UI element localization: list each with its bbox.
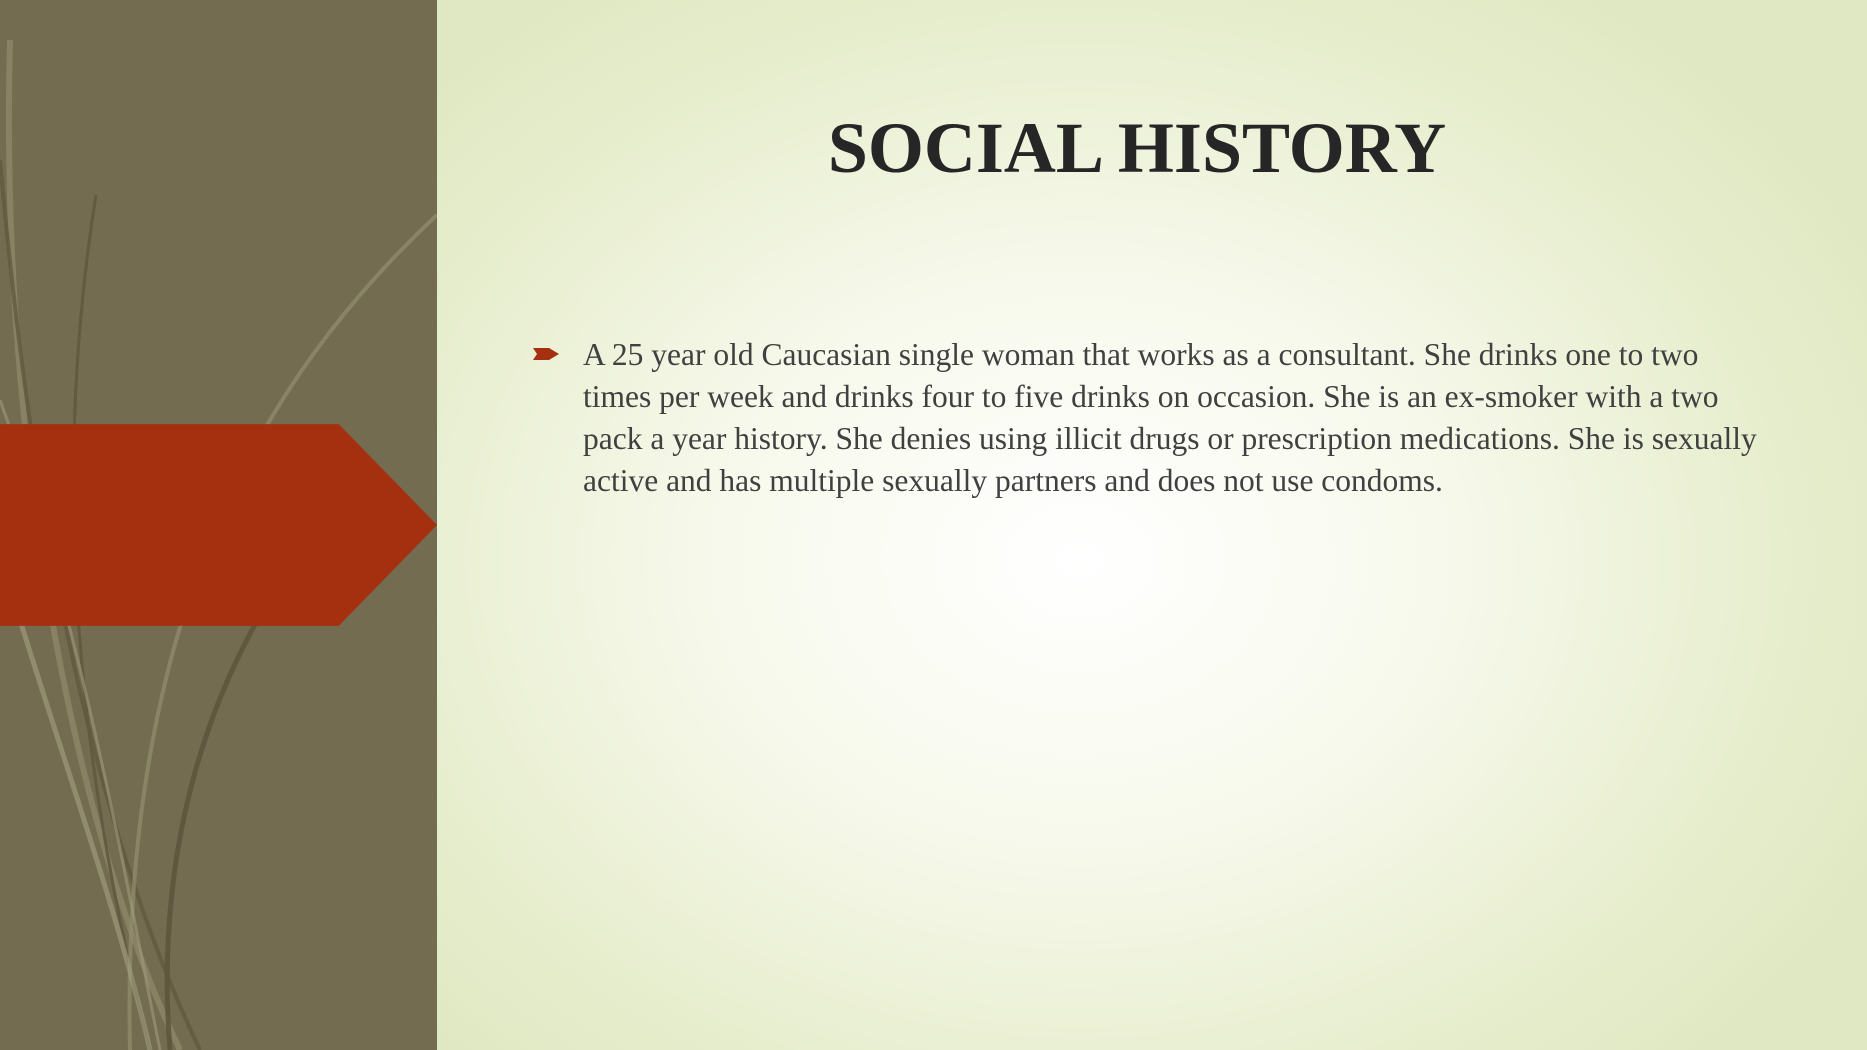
decorative-side-panel [0,0,437,1050]
slide-title: SOCIAL HISTORY [827,108,1447,188]
slide-content [533,334,1763,502]
bullet-text: A 25 year old Caucasian single woman that works as a consultant. She drinks one to two times per week and drinks four to five drinks on occasion. She is an ex-smoker with a two pack a year history. She denies using illicit drugs or prescription medications. She is sexually active and has multiple sexually partners and does not use condoms. [583,337,1757,498]
red-arrow-tab-icon [0,0,437,1050]
arrow-bullet-icon [533,346,559,362]
bullet-item [533,334,1763,502]
